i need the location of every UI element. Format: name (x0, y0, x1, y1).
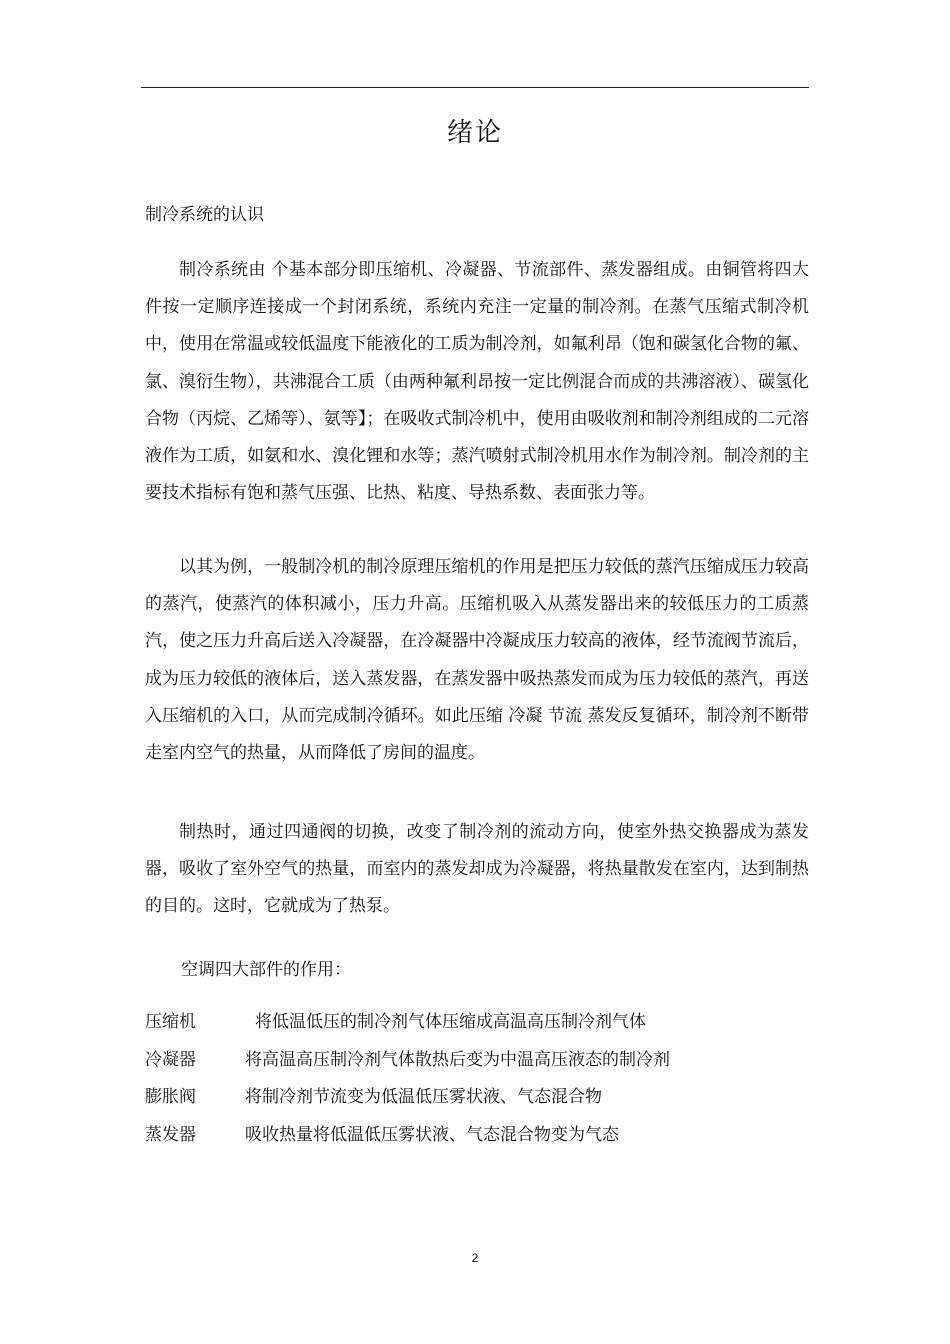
page-title: 绪论 (446, 118, 503, 148)
part-description: 吸收热量将低温低压雾状液、气态混合物变为气态 (245, 1124, 619, 1145)
paragraph-2: 以其为例，一般制冷机的制冷原理压缩机的作用是把压力较低的蒸汽压缩成压力较高的蒸汽，使蒸汽的体积减小，压力升高。压缩机吸入从蒸发器出来的较低压力的工质蒸汽，使之压力升高后送入冷凝器，在冷凝器中冷凝成压力较高的液体，经节流阀节流后，成为压力较低的液体后，送入蒸发器，在蒸发器中吸热蒸发而成为压力较低的蒸汽，再送入压缩机的入口，从而完成制冷循环。如此压缩 冷凝 节流 蒸发反复循环，制冷剂不断带走室内空气的热量，从而降低了房间的温度。 (145, 557, 809, 764)
part-name: 蒸发器 (145, 1124, 196, 1145)
paragraph-1: 制冷系统由 个基本部分即压缩机、冷凝器、节流部件、蒸发器组成。由铜管将四大件按一定顺序连接成一个封闭系统，系统内充注一定量的制冷剂。在蒸气压缩式制冷机中，使用在常温或较低温度下能液化的工质为制冷剂，如氟利昂（饱和碳氢化合物的氟、氯、溴衍生物），共沸混合工质（由两种氟利昂按一定比例混合而成的共沸溶液）、碳氢化合物（丙烷、乙烯等）、氨等】；在吸收式制冷机中，使用由吸收剂和制冷剂组成的二元溶液作为工质，如氨和水、溴化锂和水等；蒸汽喷射式制冷机用水作为制冷剂。制冷剂的主要技术指标有饱和蒸气压强、比热、粘度、导热系数、表面张力等。 (145, 260, 809, 504)
paragraph-1-block (145, 252, 809, 512)
part-description: 将高温高压制冷剂气体散热后变为中温高压液态的制冷剂 (245, 1049, 670, 1070)
header-rule (141, 87, 809, 88)
section-heading: 制冷系统的认识 (145, 205, 264, 225)
part-description: 将制冷剂节流变为低温低压雾状液、气态混合物 (245, 1087, 602, 1107)
part-name: 压缩机 (145, 1012, 196, 1032)
paragraph-3: 制热时，通过四通阀的切换，改变了制冷剂的流动方向，使室外热交换器成为蒸发器，吸收了室外空气的热量，而室内的蒸发却成为冷凝器，将热量散发在室内，达到制热的目的。这时，它就成为了热泵。 (145, 822, 809, 917)
part-name: 冷凝器 (145, 1049, 196, 1070)
page-number: 2 (471, 1251, 479, 1265)
part-name: 膨胀阀 (145, 1087, 196, 1107)
part-description: 将低温低压的制冷剂气体压缩成高温高压制冷剂气体 (255, 1012, 646, 1032)
paragraph-2-block (145, 549, 809, 772)
part-row (145, 1083, 809, 1121)
paragraph-3-block (145, 814, 809, 926)
part-row (145, 1046, 809, 1084)
subheading: 空调四大部件的作用： (181, 960, 351, 980)
part-row (145, 1121, 809, 1159)
parts-list (145, 1008, 809, 1158)
part-row (145, 1008, 809, 1046)
